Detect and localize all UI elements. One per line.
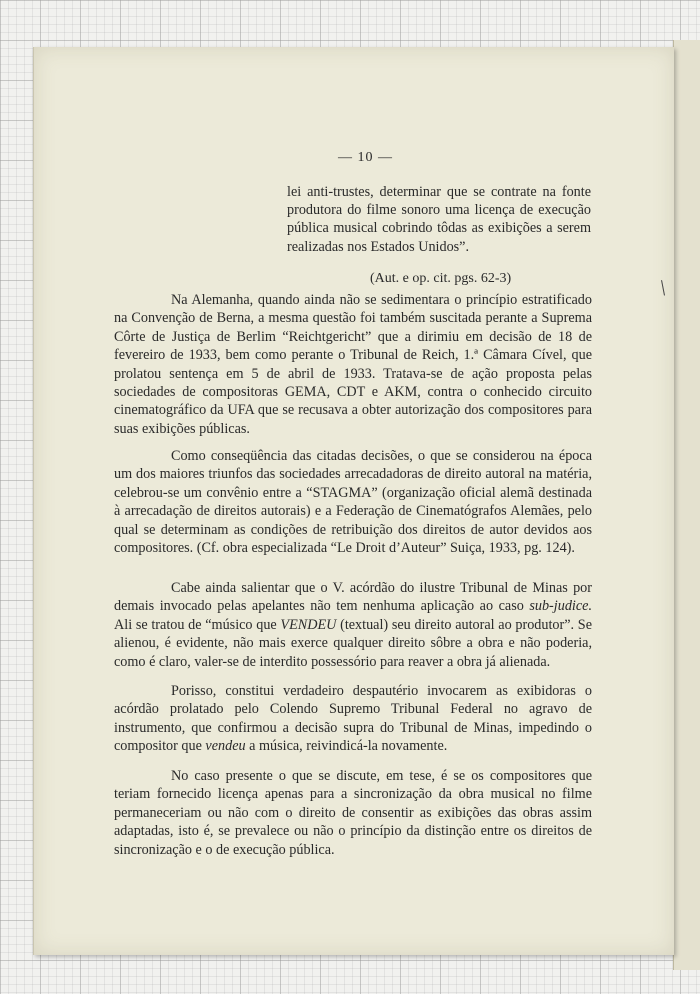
adjacent-page-edge (673, 40, 700, 970)
page-number: — 10 — (338, 150, 393, 165)
paragraph-minas-tribunal (114, 579, 592, 671)
paragraph-italic: vendeu (205, 738, 246, 755)
paragraph-text: a música, reivindicá-la novamente. (245, 738, 448, 755)
paragraph-text: (textual) seu direito autoral ao produtor”. Se alienou, é evidente, não mais exerce qualquer direito sôbre a obra e não poderia, como é claro, valer-se de interdito possessório para reaver a obra já alienada. (114, 616, 592, 670)
paragraph-consequence: Como conseqüência das citadas decisões, o que se considerou na época um dos maiores triunfos das sociedades arrecadadoras de direito autoral na matéria, celebrou-se um convênio entre a “STAGMA” (organização oficial alemã destinada à arrecadação de direitos autorais) e a Federação de Cinematógrafos Alemães, pelo qual se determinam as condições de retribuição dos direitos de autor devidos aos compositores. (Cf. obra especializada “Le Droit d’Auteur” Suiça, 1933, pg. 124). (114, 448, 592, 557)
paragraph-porisso (114, 682, 592, 756)
paragraph-present-case: No caso presente o que se discute, em tese, é se os compositores que teriam fornecido licença apenas para a sincronização da obra musical no filme permaneceriam ou não com o direito de consentir as exibições das obras assim adaptadas, isto é, se prevalece ou não o princípio da distinção entre os direitos de sincronização e o de execução pública. (114, 768, 592, 858)
paragraph-text: Cabe ainda salientar que o V. acórdão do ilustre Tribunal de Minas por demais invocado pelas apelantes não tem nenhuma aplicação ao caso (114, 580, 592, 615)
paragraph-text: Porisso, constitui verdadeiro despautério invocarem as exibidoras o acórdão prolatado pelo Colendo Supremo Tribunal Federal no agravo de instrumento, que confirmou a decisão supra do Tribunal de Minas, impedindo o compositor que (114, 683, 592, 755)
citation: (Aut. e op. cit. pgs. 62-3) (370, 271, 512, 286)
paragraph-germany: Na Alemanha, quando ainda não se sedimentara o princípio estratificado na Convenção de Berna, a mesma questão foi também suscitada perante a Suprema Côrte de Justiça de Berlim “Reichtgericht” que a dirimiu em decisão de 18 de fevereiro de 1933, bem como perante o Tribunal de Reich, 1.ª Câmara Cível, que prolatou sentença em 5 de abril de 1933. Tratava-se de ação proposta pelas sociedades de compositoras GEMA, CDT e AKM, contra o conhecido circuito cinematográfico da UFA que se recusava a obter autorização dos compositores para suas exibições públicas. (114, 292, 592, 437)
margin-tick-mark: \ (658, 274, 668, 301)
quote-continuation: lei anti-trustes, determinar que se contrate na fonte produtora do filme sonoro uma licença de execução pública musical cobrindo tôdas as exibições a serem realizadas nos Estados Unidos”. (287, 184, 591, 255)
paragraph-text: Ali se tratou de “músico que (114, 616, 281, 633)
paragraph-italic: VENDEU (280, 616, 337, 633)
paragraph-italic: sub-judice. (529, 598, 592, 615)
